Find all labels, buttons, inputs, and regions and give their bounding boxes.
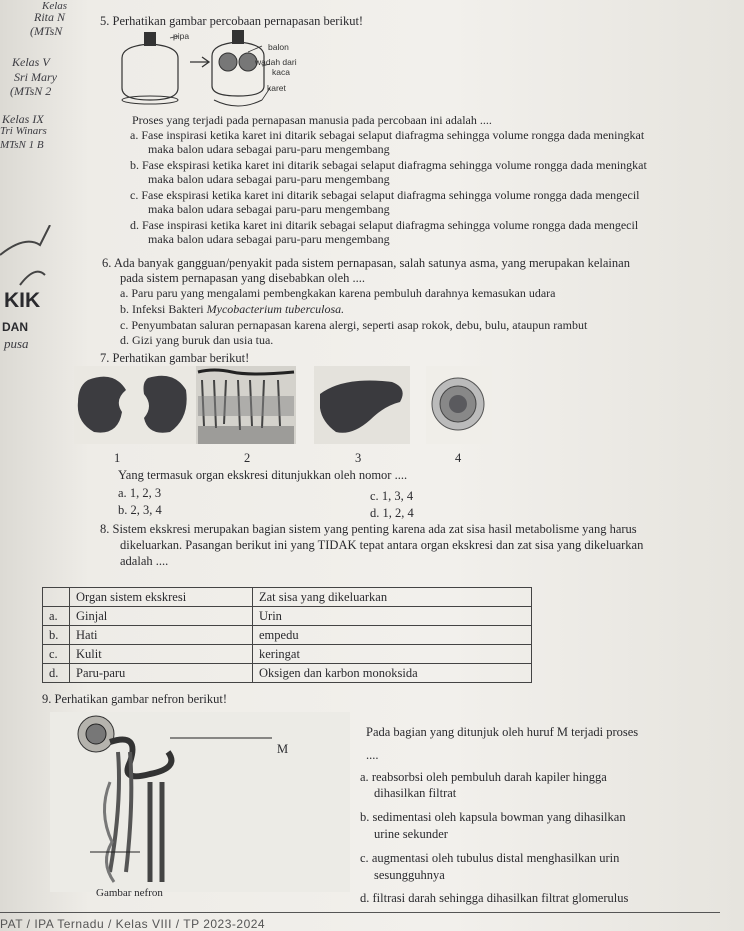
q6-option-b[interactable]: b. Infeksi Bakteri Mycobacterium tuberculosa. <box>120 302 345 316</box>
q5-option-a-cont: maka balon udara sebagai paru-paru mengembang <box>148 142 390 156</box>
label-karet: karet <box>267 83 286 93</box>
table-cell: Hati <box>70 626 253 645</box>
nephron-figure <box>50 712 350 892</box>
label-balon: balon <box>268 42 289 52</box>
q6-stem-cont: pada sistem pernapasan yang disebabkan oleh .... <box>120 271 366 285</box>
table-cell: empedu <box>253 626 532 645</box>
table-row[interactable] <box>43 645 532 664</box>
side-text: pusa <box>4 336 29 351</box>
figure-liver <box>314 366 410 444</box>
side-text: KIK <box>4 289 41 312</box>
figure-kidneys <box>74 366 196 444</box>
q5-option-b-cont: maka balon udara sebagai paru-paru mengembang <box>148 172 390 186</box>
q6-option-a[interactable]: a. Paru paru yang mengalami pembengkakan karena pembuluh darahnya kemasukan udara <box>120 286 556 300</box>
q9-option-d[interactable]: d. filtrasi darah sehingga dihasilkan filtrat glomerulus <box>360 891 629 905</box>
figure-bronchiole <box>426 366 492 444</box>
table-cell: d. <box>43 664 70 683</box>
q5-option-a[interactable]: a. Fase inspirasi ketika karet ini ditarik sebagai selaput diafragma sehingga volume rongga dada meningkat <box>130 128 645 142</box>
table-header <box>43 588 70 607</box>
q6-stem: 6. Ada banyak gangguan/penyakit pada sistem pernapasan, salah satunya asma, yang merupakan kelainan <box>102 256 630 270</box>
q9-stem: Pada bagian yang ditunjuk oleh huruf M terjadi proses <box>366 725 639 739</box>
q7-option-c[interactable]: c. 1, 3, 4 <box>370 489 414 503</box>
q5-option-b[interactable]: b. Fase ekspirasi ketika karet ini ditarik sebagai selaput diafragma sehingga volume rongga dada meningkat <box>130 158 647 172</box>
figure-skin <box>196 366 296 444</box>
q5-option-c[interactable]: c. Fase ekspirasi ketika karet ini ditarik sebagai selaput diafragma sehingga volume rongga dada mengecil <box>130 188 640 202</box>
side-text: Kelas IX <box>2 112 44 126</box>
nephron-caption: Gambar nefron <box>96 887 163 899</box>
table-cell: keringat <box>253 645 532 664</box>
q5-option-c-cont: maka balon udara sebagai paru-paru mengembang <box>148 202 390 216</box>
q9-option-a-cont: dihasilkan filtrat <box>374 786 457 800</box>
q7-option-a[interactable]: a. 1, 2, 3 <box>118 486 162 500</box>
q8-stem: 8. Sistem ekskresi merupakan bagian sistem yang penting karena ada zat sisa hasil metabolisme yang harus <box>100 522 637 536</box>
q8-stem-cont: dikeluarkan. Pasangan berikut ini yang TIDAK tepat antara organ ekskresi dan zat sisa yang dikeluarkan <box>120 538 644 552</box>
label-pipa: pipa <box>173 31 190 41</box>
q9-header: 9. Perhatikan gambar nefron berikut! <box>42 692 228 706</box>
q9-option-c[interactable]: c. augmentasi oleh tubulus distal menghasilkan urin <box>360 851 620 865</box>
side-text: Rita N <box>34 10 66 24</box>
table-header: Organ sistem ekskresi <box>70 588 253 607</box>
label-m: M <box>277 742 289 756</box>
q5-stem: Proses yang terjadi pada pernapasan manusia pada percobaan ini adalah .... <box>132 113 492 127</box>
q5-option-d[interactable]: d. Fase inspirasi ketika karet ini ditarik sebagai selaput diafragma sehingga volume rongga dada mengecil <box>130 218 639 232</box>
side-text: (MTsN <box>30 24 63 38</box>
fig-number-2: 2 <box>244 451 251 465</box>
excretion-table <box>42 587 532 683</box>
side-text: Tri Winars <box>0 125 47 137</box>
side-text: MTsN 1 B <box>0 139 44 151</box>
page-footer: PAT / IPA Ternadu / Kelas VIII / TP 2023-2024 <box>0 917 266 931</box>
table-cell: c. <box>43 645 70 664</box>
fig-number-4: 4 <box>455 451 462 465</box>
table-cell: a. <box>43 607 70 626</box>
q6-option-c[interactable]: c. Penyumbatan saluran pernapasan karena alergi, seperti asap rokok, debu, bulu, ataupun rambut <box>120 318 588 332</box>
q9-option-c-cont: sesungguhnya <box>374 868 445 882</box>
side-decoration <box>0 225 55 295</box>
q9-option-a[interactable]: a. reabsorbsi oleh pembuluh darah kapiler hingga <box>360 770 607 784</box>
q5-title: Perhatikan gambar percobaan pernapasan berikut! <box>112 14 364 28</box>
table-cell: Urin <box>253 607 532 626</box>
label-wadah: wadah dari <box>255 57 297 67</box>
table-cell: Kulit <box>70 645 253 664</box>
q9-option-b[interactable]: b. sedimentasi oleh kapsula bowman yang dihasilkan <box>360 810 626 824</box>
fig-number-1: 1 <box>114 451 121 465</box>
footer-rule <box>0 912 720 913</box>
table-header: Zat sisa yang dikeluarkan <box>253 588 532 607</box>
q6-option-d[interactable]: d. Gizi yang buruk dan usia tua. <box>120 333 274 347</box>
table-cell: Ginjal <box>70 607 253 626</box>
table-cell: Oksigen dan karbon monoksida <box>253 664 532 683</box>
table-header-row <box>43 588 532 607</box>
q7-header: 7. Perhatikan gambar berikut! <box>100 351 250 365</box>
q7-option-b[interactable]: b. 2, 3, 4 <box>118 503 162 517</box>
side-text: Kelas V <box>12 55 50 69</box>
side-text: (MTsN 2 <box>10 84 52 98</box>
q9-option-b-cont: urine sekunder <box>374 827 448 841</box>
label-kaca: kaca <box>272 67 290 77</box>
q5-option-d-cont: maka balon udara sebagai paru-paru mengembang <box>148 232 390 246</box>
table-row[interactable] <box>43 664 532 683</box>
table-cell: Paru-paru <box>70 664 253 683</box>
table-row[interactable] <box>43 626 532 645</box>
q8-stem-end: adalah .... <box>120 554 169 568</box>
q9-stem-cont: .... <box>366 748 379 762</box>
table-row[interactable] <box>43 607 532 626</box>
side-text: DAN <box>2 320 28 334</box>
q7-option-d[interactable]: d. 1, 2, 4 <box>370 506 414 520</box>
q7-stem: Yang termasuk organ ekskresi ditunjukkan oleh nomor .... <box>118 468 408 482</box>
organ-figures <box>74 366 494 450</box>
q5-header: 5. Perhatikan gambar percobaan pernapasan berikut! <box>100 14 364 28</box>
table-cell: b. <box>43 626 70 645</box>
side-text: Sri Mary <box>14 70 57 84</box>
fig-number-3: 3 <box>355 451 362 465</box>
side-text: Kelas <box>42 0 68 12</box>
breathing-experiment-figure <box>110 28 350 113</box>
